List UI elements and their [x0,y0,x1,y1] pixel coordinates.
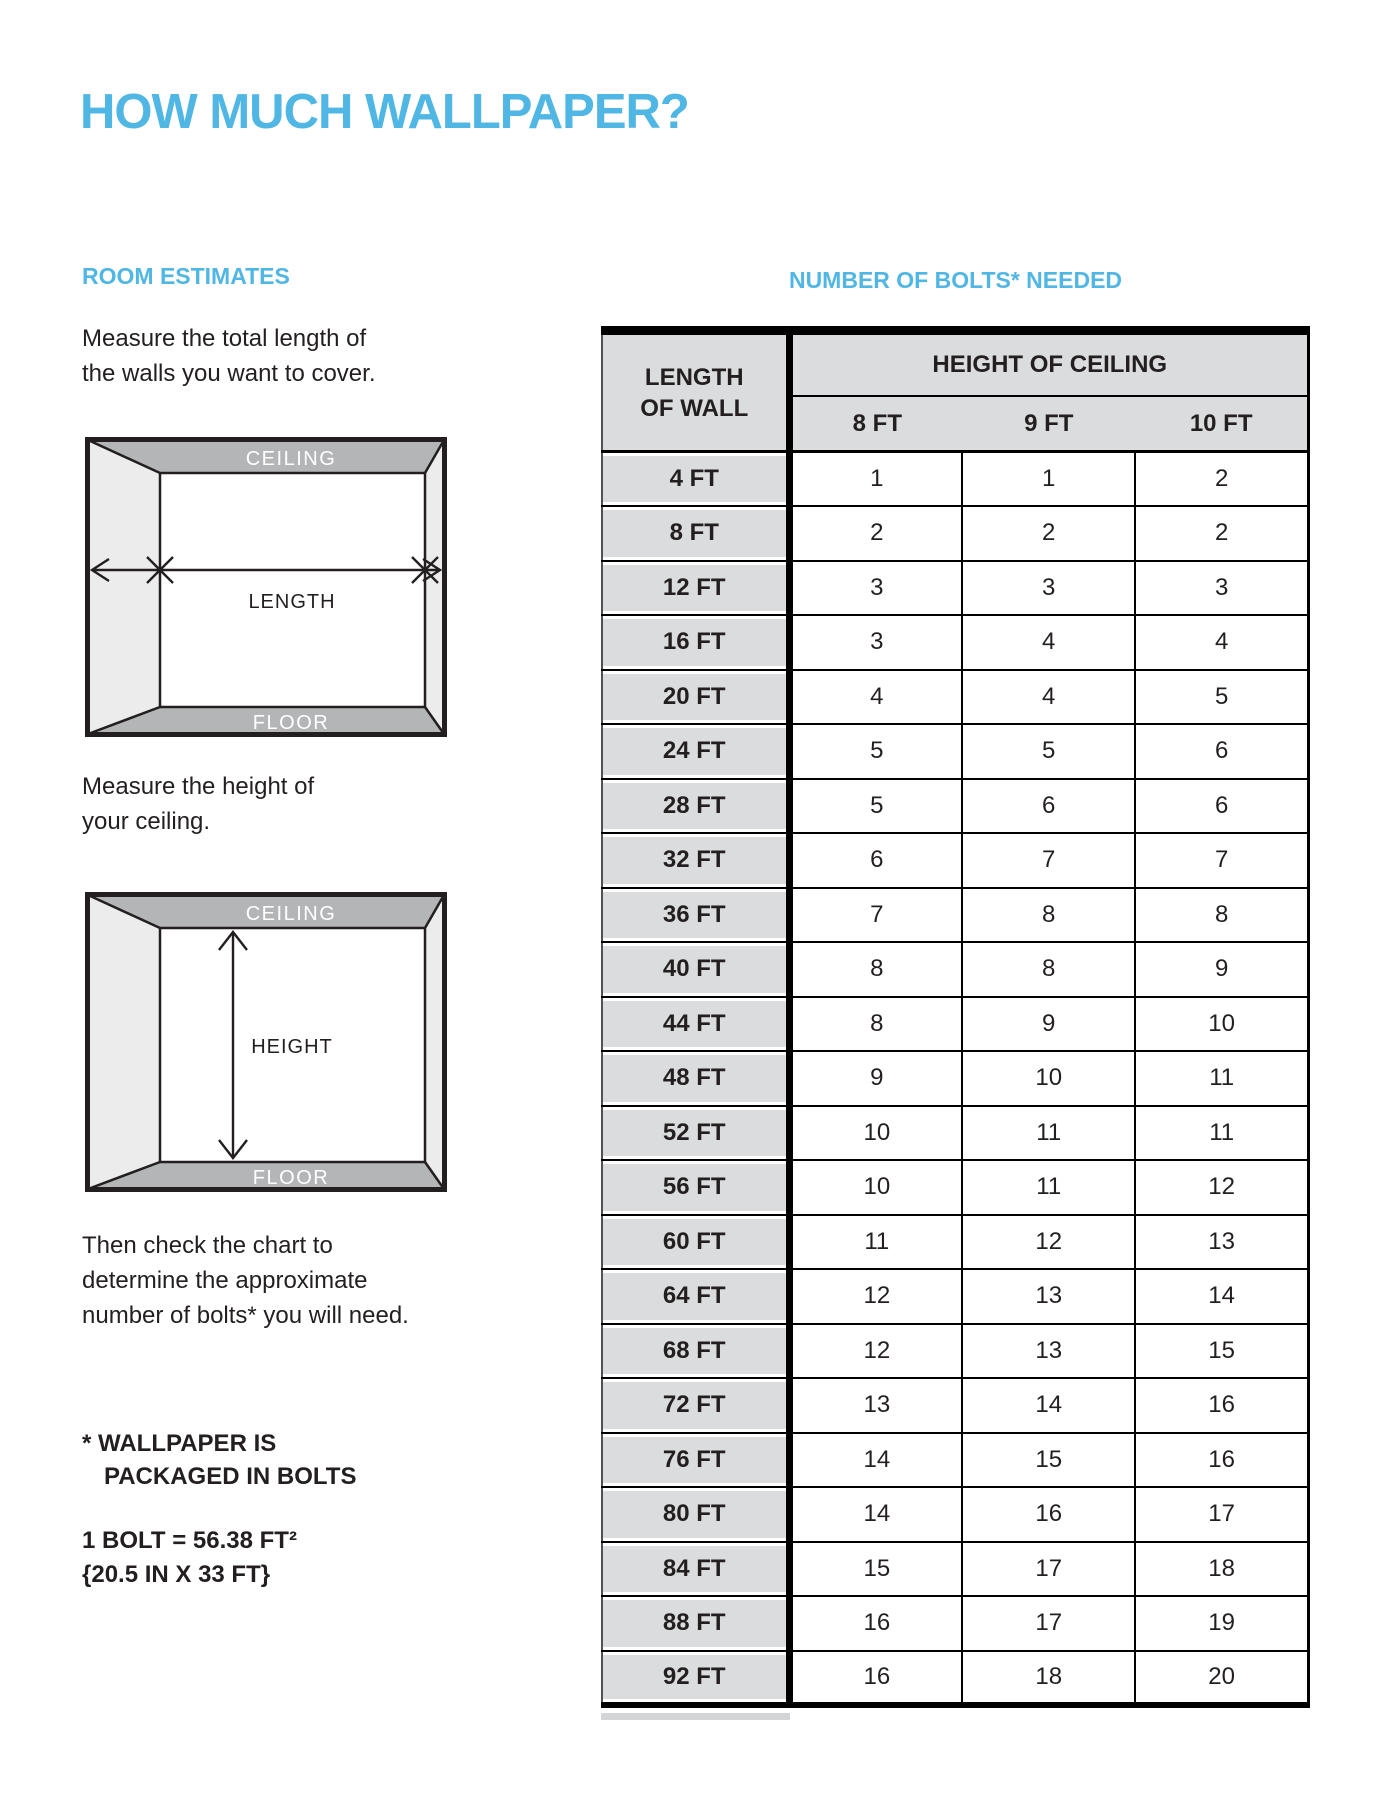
table-row [602,1378,1309,1433]
back-wall-face [160,473,425,707]
bolts-value-cell: 11 [962,1106,1135,1161]
bolts-value-cell: 12 [1135,1160,1308,1215]
floor-label: FLOOR [252,1167,330,1189]
table-row [602,1651,1309,1706]
bolts-value-cell: 8 [789,942,962,997]
bolts-value-cell: 14 [789,1487,962,1542]
table-row [602,561,1309,616]
corner-header-length-of-wall [602,331,789,452]
table-row [602,724,1309,779]
wall-length-cell: 8 FT [602,506,789,561]
bolts-value-cell: 13 [962,1324,1135,1379]
height-label: HEIGHT [251,1036,333,1058]
table-row [602,615,1309,670]
wall-length-cell: 20 FT [602,670,789,725]
bolts-value-cell: 10 [962,1051,1135,1106]
text-line: * WALLPAPER IS [82,1430,277,1457]
bolts-value-cell: 2 [1135,506,1308,561]
bolts-value-cell: 20 [1135,1651,1308,1706]
text-line: Measure the height of [82,773,315,800]
bolt-table-body [602,452,1309,1706]
bolts-value-cell: 19 [1135,1596,1308,1651]
wall-length-cell: 36 FT [602,888,789,943]
wall-length-cell: 28 FT [602,779,789,834]
right-wall-face [425,440,444,734]
bolts-value-cell: 5 [962,724,1135,779]
bolts-value-cell: 6 [1135,779,1308,834]
wall-length-cell: 48 FT [602,1051,789,1106]
wall-length-cell: 60 FT [602,1215,789,1270]
col-header-10ft: 10 FT [1135,396,1308,452]
bolts-value-cell: 14 [962,1378,1135,1433]
bolts-value-cell: 3 [1135,561,1308,616]
bolts-value-cell: 4 [1135,615,1308,670]
col-header-8ft: 8 FT [789,396,962,452]
bolts-value-cell: 4 [962,615,1135,670]
bolts-value-cell: 18 [962,1651,1135,1706]
table-row [602,452,1309,507]
bolts-value-cell: 16 [789,1596,962,1651]
left-wall-face [88,440,160,734]
bolts-value-cell: 11 [1135,1051,1308,1106]
table-row [602,1215,1309,1270]
bolts-value-cell: 12 [789,1269,962,1324]
page-title: HOW MUCH WALLPAPER? [80,85,689,139]
bolts-value-cell: 8 [962,942,1135,997]
table-header [602,331,1309,452]
table-row [602,1051,1309,1106]
wall-length-cell: 88 FT [602,1596,789,1651]
bolts-value-cell: 10 [789,1106,962,1161]
wall-length-cell: 72 FT [602,1378,789,1433]
bolts-value-cell: 17 [962,1542,1135,1597]
bolts-value-cell: 5 [1135,670,1308,725]
wall-length-cell: 68 FT [602,1324,789,1379]
table-row [602,1269,1309,1324]
bolts-value-cell: 15 [1135,1324,1308,1379]
bolts-value-cell: 7 [1135,833,1308,888]
bolts-value-cell: 4 [962,670,1135,725]
bolts-value-cell: 17 [962,1596,1135,1651]
bolts-value-cell: 16 [962,1487,1135,1542]
table-row [602,1433,1309,1488]
bolts-value-cell: 13 [789,1378,962,1433]
wall-length-cell: 52 FT [602,1106,789,1161]
text-line: number of bolts* you will need. [82,1302,409,1329]
text-line: Then check the chart to [82,1232,333,1259]
bolts-value-cell: 2 [789,506,962,561]
table-row [602,1324,1309,1379]
wall-length-cell: 64 FT [602,1269,789,1324]
bolts-value-cell: 10 [1135,997,1308,1052]
group-header-height-of-ceiling: HEIGHT OF CEILING [789,331,1309,397]
length-label: LENGTH [248,591,336,613]
text-line: the walls you want to cover. [82,360,376,387]
bolt-size-note [82,1524,297,1592]
bolts-value-cell: 14 [1135,1269,1308,1324]
wall-length-cell: 80 FT [602,1487,789,1542]
bolts-value-cell: 3 [789,561,962,616]
table-row [602,1160,1309,1215]
instruction-measure-length [82,321,375,391]
wall-length-cell: 76 FT [602,1433,789,1488]
bolts-value-cell: 3 [962,561,1135,616]
section-heading-bolts-needed: NUMBER OF BOLTS* NEEDED [788,267,1123,293]
wall-length-cell: 32 FT [602,833,789,888]
room-length-diagram [85,437,447,737]
col-header-9ft: 9 FT [962,396,1135,452]
bolts-value-cell: 5 [789,779,962,834]
table-row [602,942,1309,997]
text-line: {20.5 IN X 33 FT} [82,1561,271,1588]
bolts-value-cell: 11 [789,1215,962,1270]
table-row [602,506,1309,561]
wallpaper-bolts-footnote [82,1427,356,1493]
wall-length-cell: 16 FT [602,615,789,670]
text-line: OF WALL [640,394,749,422]
text-line: 1 BOLT = 56.38 FT² [82,1527,297,1554]
bolts-value-cell: 6 [789,833,962,888]
bolts-value-cell: 16 [1135,1378,1308,1433]
right-wall-face [425,895,444,1189]
bolts-value-cell: 6 [1135,724,1308,779]
wall-length-cell: 4 FT [602,452,789,507]
bolts-value-cell: 16 [1135,1433,1308,1488]
bolts-value-cell: 3 [789,615,962,670]
bolts-value-cell: 16 [789,1651,962,1706]
bolts-value-cell: 11 [962,1160,1135,1215]
bolts-value-cell: 7 [962,833,1135,888]
bolts-value-cell: 6 [962,779,1135,834]
bolts-value-cell: 15 [789,1542,962,1597]
bolts-value-cell: 17 [1135,1487,1308,1542]
bolts-value-cell: 9 [1135,942,1308,997]
ceiling-label: CEILING [245,903,337,925]
wall-length-cell: 24 FT [602,724,789,779]
table-row [602,1487,1309,1542]
text-line: your ceiling. [82,808,211,835]
bolts-value-cell: 1 [962,452,1135,507]
bolts-value-cell: 15 [962,1433,1135,1488]
bolts-value-cell: 2 [1135,452,1308,507]
table-row [602,1106,1309,1161]
bolts-value-cell: 8 [962,888,1135,943]
wall-length-cell: 40 FT [602,942,789,997]
table-header-row [602,331,1309,397]
text-line: LENGTH [644,363,744,391]
bolts-value-cell: 1 [789,452,962,507]
wall-length-cell: 44 FT [602,997,789,1052]
bolts-value-cell: 5 [789,724,962,779]
section-heading-room-estimates: ROOM ESTIMATES [82,263,290,289]
ceiling-label: CEILING [245,448,337,470]
bolts-value-cell: 4 [789,670,962,725]
wall-length-cell: 84 FT [602,1542,789,1597]
bolts-value-cell: 14 [789,1433,962,1488]
bolts-value-cell: 8 [789,997,962,1052]
table-shadow-artifact [601,1713,790,1720]
table-row [602,833,1309,888]
text-line: Measure the total length of [82,325,367,352]
table-row [602,997,1309,1052]
bolts-value-cell: 13 [962,1269,1135,1324]
bolts-value-cell: 11 [1135,1106,1308,1161]
wall-length-cell: 12 FT [602,561,789,616]
bolts-value-cell: 10 [789,1160,962,1215]
room-height-diagram [85,892,447,1192]
left-wall-face [88,895,160,1189]
bolts-value-cell: 12 [789,1324,962,1379]
bolts-value-cell: 9 [962,997,1135,1052]
bolts-value-cell: 2 [962,506,1135,561]
bolts-value-cell: 9 [789,1051,962,1106]
table-row [602,670,1309,725]
wall-length-cell: 56 FT [602,1160,789,1215]
text-line: PACKAGED IN BOLTS [104,1463,357,1490]
table-row [602,1542,1309,1597]
bolts-value-cell: 18 [1135,1542,1308,1597]
bolts-value-cell: 8 [1135,888,1308,943]
bolts-table [601,326,1310,1708]
text-line: determine the approximate [82,1267,368,1294]
bolts-value-cell: 13 [1135,1215,1308,1270]
table-row [602,888,1309,943]
floor-label: FLOOR [252,712,330,734]
wall-length-cell: 92 FT [602,1651,789,1706]
bolts-value-cell: 12 [962,1215,1135,1270]
table-row [602,779,1309,834]
instruction-measure-height [82,769,314,839]
instruction-check-chart [82,1228,409,1333]
table-row [602,1596,1309,1651]
bolts-value-cell: 7 [789,888,962,943]
